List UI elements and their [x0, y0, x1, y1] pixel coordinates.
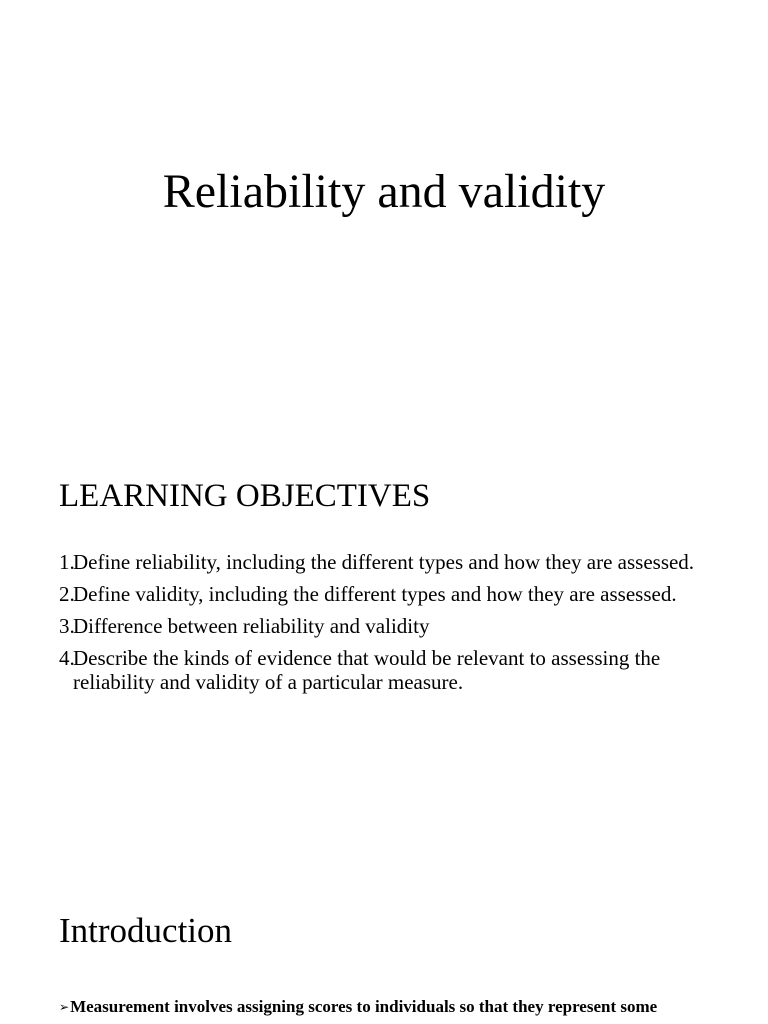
objectives-heading: LEARNING OBJECTIVES: [59, 478, 431, 514]
objective-number: 2.: [59, 582, 75, 606]
objective-text: Difference between reliability and validity: [73, 614, 430, 638]
arrow-bullet-icon: ➢: [59, 1000, 70, 1014]
objective-item: [59, 646, 719, 694]
deck-title: Reliability and validity: [162, 165, 606, 218]
objectives-slide: [0, 438, 768, 878]
objective-text: Define reliability, including the different types and how they are assessed.: [73, 550, 695, 574]
objective-item: [59, 614, 719, 638]
title-slide: [0, 0, 768, 438]
bullet-text: Measurement involves assigning scores to individuals so that they represent some: [70, 997, 658, 1016]
objective-text: Define validity, including the different types and how they are assessed.: [73, 582, 677, 606]
objectives-list: [59, 550, 719, 702]
objective-item: [59, 582, 719, 606]
objective-text: Describe the kinds of evidence that would be relevant to assessing the reliability and validity of a particular measure.: [73, 646, 661, 694]
objective-number: 3.: [59, 614, 75, 638]
introduction-slide: [0, 878, 768, 1024]
objective-item: [59, 550, 719, 574]
introduction-bullets: [59, 996, 759, 1018]
objective-number: 4.: [59, 646, 75, 670]
introduction-heading: Introduction: [59, 911, 233, 950]
objective-number: 1.: [59, 550, 75, 574]
bullet-item: [59, 996, 759, 1018]
